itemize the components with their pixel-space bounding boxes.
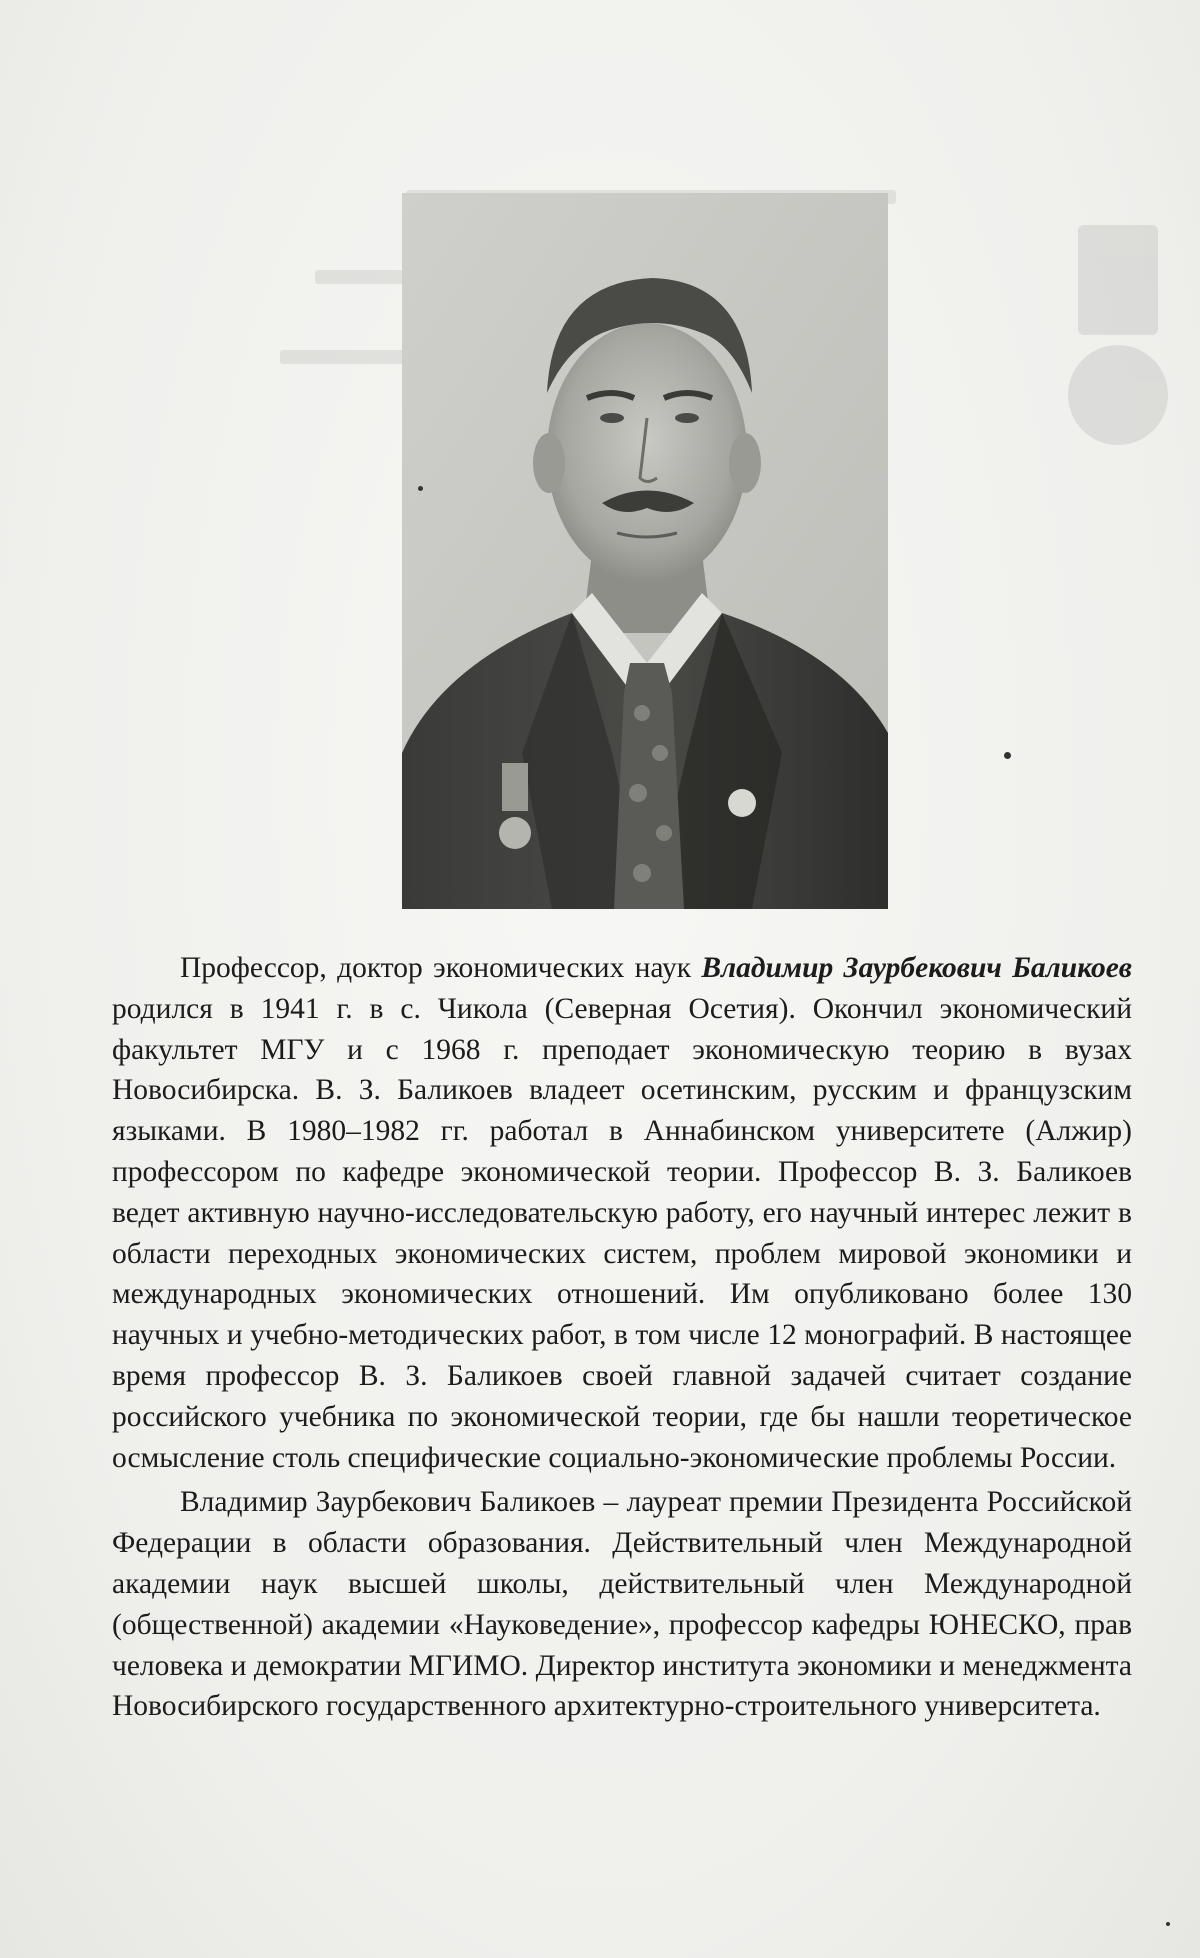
author-portrait-photo bbox=[402, 193, 888, 909]
print-speck bbox=[1166, 1922, 1170, 1926]
biography-paragraph-2: Владимир Заурбекович Баликоев – лауреат премии Президента Российской Федерации в области образования. Действительный член Международной академии наук высшей школы, действительный член Международной (общественной) академии «Науковедение», профессор кафедры ЮНЕСКО, прав человека и демократии МГИМО. Директор института экономики и менеджмента Новосибирского государственного архитектурно-строительного университета. bbox=[112, 1486, 1132, 1723]
biography-paragraph-1: Профессор, доктор экономических наук Владимир Заурбекович Баликоев родился в 1941 г. в с. Чикола (Северная Осетия). Окончил экономический факультет МГУ и с 1968 г. преподает экономическую теорию в вузах Новосибирска. В. З. Баликоев владеет осетинским, русским и французским языками. В 1980–1982 гг. работал в Аннабинском университете (Алжир) профессором по кафедре экономической теории. Профессор В. З. Баликоев ведет активную научно-исследовательскую работу, его научный интерес лежит в области переходных экономических систем, проблем мировой экономики и международных экономических отношений. Им опубликовано более 130 научных и учебно-методических работ, в том числе 12 монографий. В настоящее время профессор В. З. Баликоев своей главной задачей считает создание российского учебника по экономической теории, где бы нашли теоретическое осмысление столь специфические социально-экономические проблемы России. bbox=[112, 952, 1132, 1474]
print-speck bbox=[1004, 752, 1011, 759]
biography-text bbox=[112, 948, 1132, 1731]
author-name: Владимир Заурбекович Баликоев bbox=[701, 952, 1132, 984]
print-speck bbox=[418, 486, 423, 491]
show-through-medal bbox=[1058, 225, 1178, 485]
portrait-illustration bbox=[402, 193, 888, 909]
